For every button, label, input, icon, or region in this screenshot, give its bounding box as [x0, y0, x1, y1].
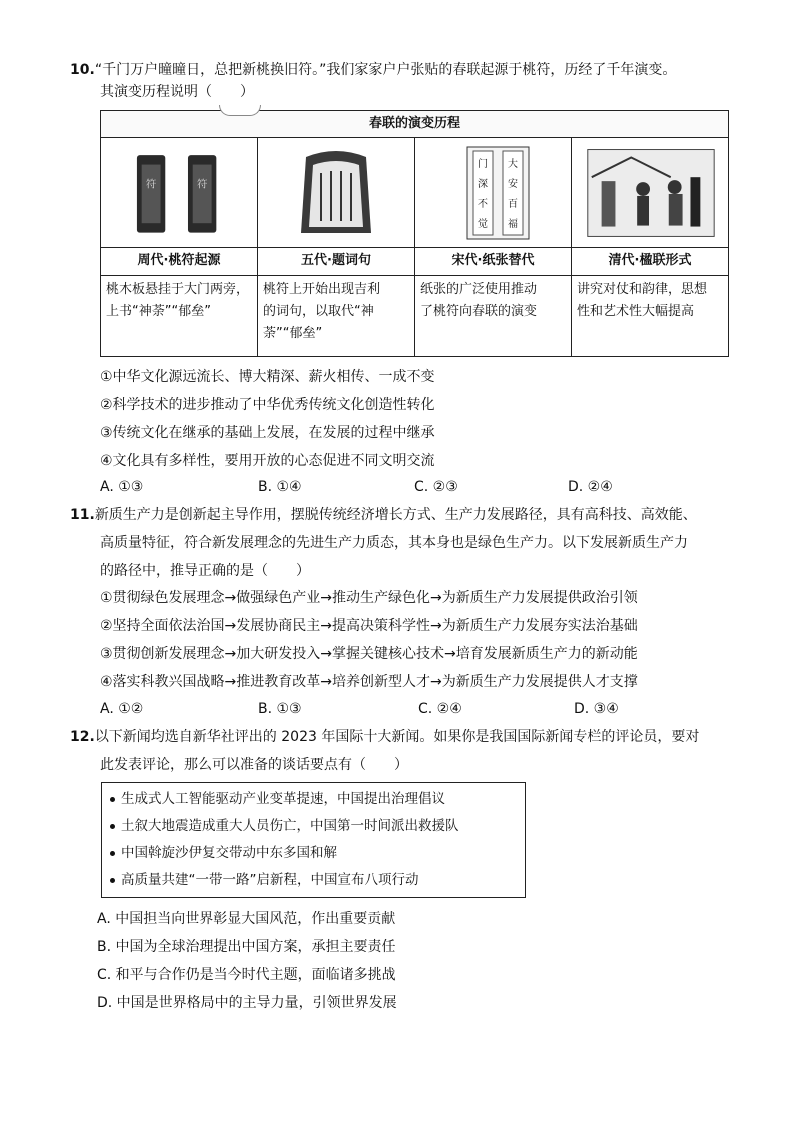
column-description: 桃符上开始出现吉利 的词句，以取代“神 荼”“郁垒”: [263, 282, 381, 341]
q11-number: 11.: [70, 507, 95, 523]
option-d[interactable]: D. ②④: [568, 479, 613, 495]
option-a[interactable]: A. ①②: [100, 701, 144, 717]
column-description: 讲究对仗和韵律，思想 性和艺术性大幅提高: [577, 282, 708, 319]
q11-statement: ③贯彻创新发展理念→加大研发投入→掌握关键核心技术→培育发展新质生产力的新动能: [100, 646, 638, 662]
news-box: [101, 782, 526, 898]
bullet-icon: [110, 878, 115, 883]
q12-stem-line2: 此发表评论，那么可以准备的谈话要点有（ ）: [100, 757, 408, 773]
q11-stem-line1: 11.新质生产力是创新起主导作用，摆脱传统经济增长方式、生产力发展路径，具有高科技、高效能、: [70, 507, 697, 523]
q11-stem-line2: 高质量特征，符合新发展理念的先进生产力质态，其本身也是绿色生产力。以下发展新质生产力: [100, 535, 688, 551]
column-label: 清代·楹联形式: [572, 247, 728, 276]
paper-couplet-image: [415, 137, 571, 248]
bullet-icon: [110, 851, 115, 856]
option-b[interactable]: B. ①③: [258, 701, 302, 717]
option-a[interactable]: A. 中国担当向世界彰显大国风范，作出重要贡献: [97, 911, 396, 927]
option-d[interactable]: D. ③④: [574, 701, 619, 717]
svg-text:福: 福: [508, 219, 518, 230]
news-item: 土叙大地震造成重大人员伤亡，中国第一时间派出救援队: [110, 816, 459, 836]
q10-stem-line2: 其演变历程说明（ ）: [100, 84, 254, 100]
column-label: 五代·题词句: [258, 247, 414, 276]
q10-statement: ③传统文化在继承的基础上发展，在发展的过程中继承: [100, 425, 435, 441]
news-item: 中国斡旋沙伊复交带动中东多国和解: [110, 843, 337, 863]
svg-text:门: 门: [478, 159, 488, 170]
q10-number: 10.: [70, 62, 95, 78]
q11-statement: ①贯彻绿色发展理念→做强绿色产业→推动生产绿色化→为新质生产力发展提供政治引领: [100, 590, 638, 606]
q12-number: 12.: [70, 729, 95, 745]
svg-text:不: 不: [478, 199, 488, 210]
peach-wood-charm-image: [101, 137, 257, 248]
svg-text:符: 符: [145, 178, 157, 191]
table-column: [572, 137, 728, 356]
svg-text:深: 深: [478, 179, 488, 190]
bullet-icon: [110, 824, 115, 829]
q11-stem-line3: 的路径中，推导正确的是（ ）: [100, 563, 310, 579]
option-c[interactable]: C. ②④: [418, 701, 462, 717]
svg-text:觉: 觉: [478, 219, 488, 230]
table-column: [415, 137, 572, 356]
svg-text:安: 安: [508, 179, 518, 190]
column-description: 纸张的广泛使用推动 了桃符向春联的演变: [420, 282, 538, 319]
bullet-icon: [110, 797, 115, 802]
q10-stem-line1: 10.“千门万户曈曈日，总把新桃换旧符。”我们家家户户张贴的春联起源于桃符，历经了千年演变。: [70, 62, 677, 78]
option-b[interactable]: B. ①④: [258, 479, 302, 495]
q11-statement: ④落实科教兴国战略→推进教育改革→培养创新型人才→为新质生产力发展提供人才支撑: [100, 674, 638, 690]
column-label: 周代·桃符起源: [101, 247, 257, 276]
news-item: 生成式人工智能驱动产业变革提速，中国提出治理倡议: [110, 789, 445, 809]
q12-stem-line1: 12.以下新闻均选自新华社评出的 2023 年国际十大新闻。如果你是我国国际新闻专栏的评论员，要对: [70, 729, 700, 745]
q11-statement: ②坚持全面依法治国→发展协商民主→提高决策科学性→为新质生产力发展夯实法治基础: [100, 618, 638, 634]
table-column: [258, 137, 415, 356]
column-description: 桃木板悬挂于大门两旁， 上书“神荼”“郁垒”: [106, 282, 250, 319]
inscribed-charm-image: [258, 137, 414, 248]
column-label: 宋代·纸张替代: [415, 247, 571, 276]
q10-statement: ④文化具有多样性，要用开放的心态促进不同文明交流: [100, 453, 435, 469]
option-a[interactable]: A. ①③: [100, 479, 144, 495]
option-d[interactable]: D. 中国是世界格局中的主导力量，引领世界发展: [97, 995, 397, 1011]
svg-text:符: 符: [196, 178, 208, 191]
couplet-evolution-table: [100, 110, 729, 357]
table-title: 春联的演变历程: [101, 111, 728, 138]
table-column: [101, 137, 258, 356]
q10-statement: ②科学技术的进步推动了中华优秀传统文化创造性转化: [100, 397, 435, 413]
option-c[interactable]: C. 和平与合作仍是当今时代主题，面临诸多挑战: [97, 967, 396, 983]
option-c[interactable]: C. ②③: [414, 479, 458, 495]
svg-text:大: 大: [508, 159, 518, 170]
svg-text:百: 百: [508, 199, 518, 210]
news-item: 高质量共建“一带一路”启新程，中国宣布八项行动: [110, 870, 419, 890]
option-b[interactable]: B. 中国为全球治理提出中国方案，承担主要责任: [97, 939, 396, 955]
q10-statement: ①中华文化源远流长、博大精深、薪火相传、一成不变: [100, 369, 435, 385]
couplet-scene-image: [572, 137, 728, 248]
